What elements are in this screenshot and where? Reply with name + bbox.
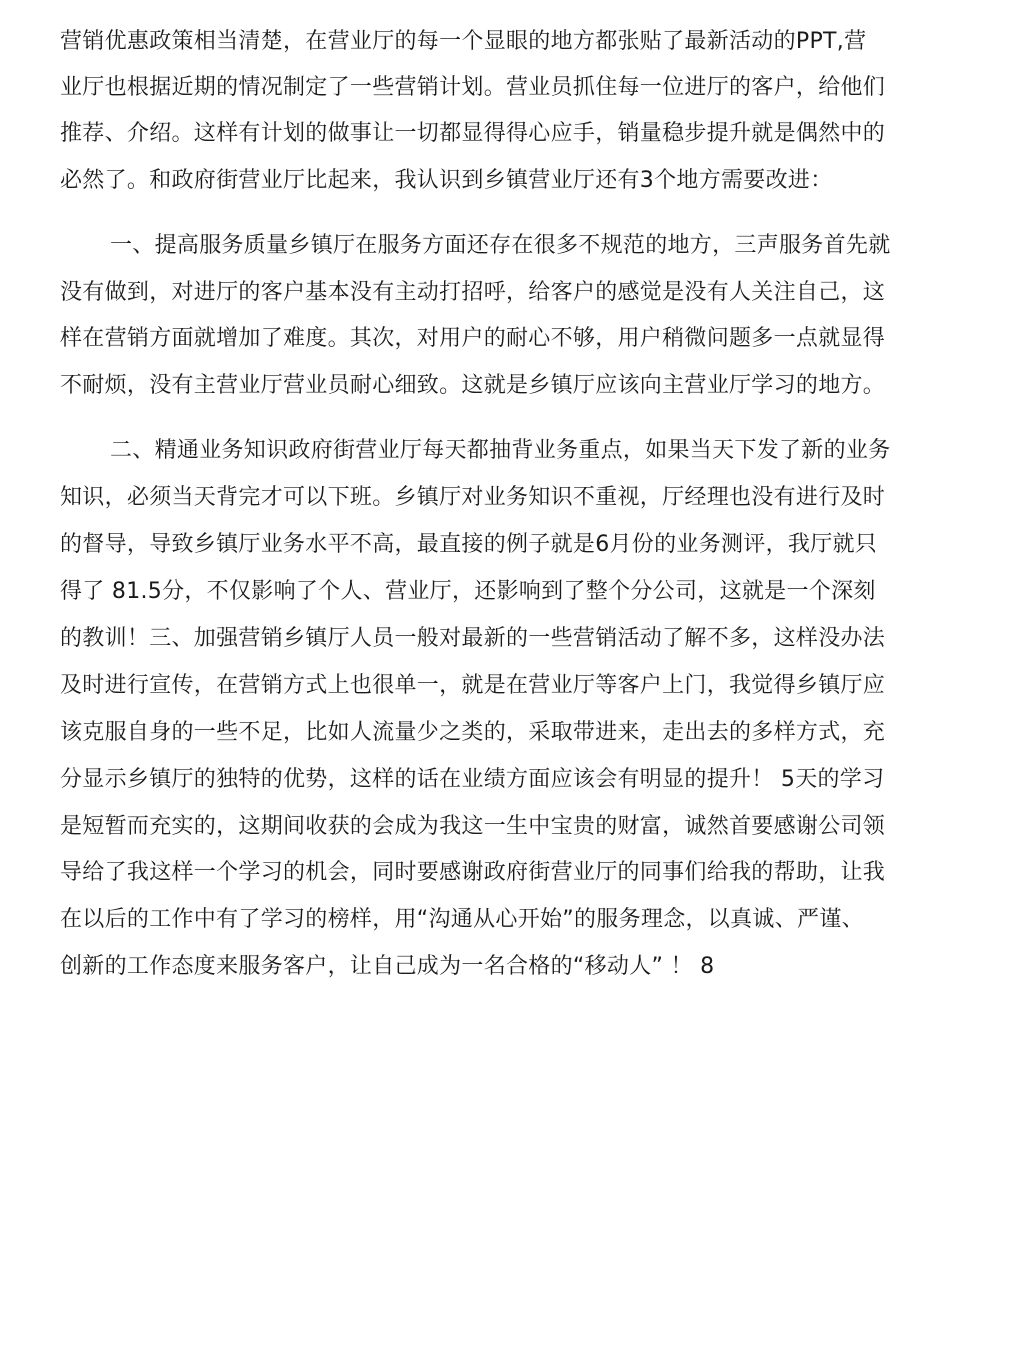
text-line-18: 导给了我这样一个学习的机会，同时要感谢政府街营业厅的同事们给我的帮助，让我 [60, 860, 886, 885]
text-line-13: 的教训！三、加强营销乡镇厅人员一般对最新的一些营销活动了解不多，这样没办法 [60, 626, 886, 651]
text-line-9: 二、精通业务知识政府街营业厅每天都抽背业务重点，如果当天下发了新的业务 [110, 438, 891, 463]
text-line-5: 一、提高服务质量乡镇厅在服务方面还存在很多不规范的地方，三声服务首先就 [110, 233, 891, 258]
text-line-11: 的督导，导致乡镇厅业务水平不高，最直接的例子就是6月份的业务测评，我厅就只 [60, 532, 878, 557]
text-line-7: 样在营销方面就增加了难度。其次，对用户的耐心不够，用户稍微问题多一点就显得 [60, 326, 886, 351]
text-line-6: 没有做到，对进厅的客户基本没有主动打招呼，给客户的感觉是没有人关注自己，这 [60, 280, 886, 305]
text-line-19: 在以后的工作中有了学习的榜样，用“沟通从心开始”的服务理念，以真诚、严谨、 [60, 907, 864, 932]
text-line-16: 分显示乡镇厅的独特的优势，这样的话在业绩方面应该会有明显的提升！ 5天的学习 [60, 767, 885, 792]
text-line-14: 及时进行宣传，在营销方式上也很单一，就是在营业厅等客户上门，我觉得乡镇厅应 [60, 673, 886, 698]
text-line-10: 知识，必须当天背完才可以下班。乡镇厅对业务知识不重视，厅经理也没有进行及时 [60, 485, 886, 510]
text-line-20: 创新的工作态度来服务客户，让自己成为一名合格的“移动人” ！ 8 [60, 954, 715, 979]
text-line-1: 营销优惠政策相当清楚，在营业厅的每一个显眼的地方都张贴了最新活动的PPT,营 [60, 29, 867, 54]
text-line-15: 该克服自身的一些不足，比如人流量少之类的，采取带进来，走出去的多样方式，充 [60, 720, 886, 745]
text-line-17: 是短暂而充实的，这期间收获的会成为我这一生中宝贵的财富，诚然首要感谢公司领 [60, 814, 886, 839]
text-line-12: 得了 81.5分，不仅影响了个人、营业厅，还影响到了整个分公司，这就是一个深刻 [60, 579, 876, 604]
text-line-3: 推荐、介绍。这样有计划的做事让一切都显得得心应手，销量稳步提升就是偶然中的 [60, 121, 886, 146]
text-line-4: 必然了。和政府街营业厅比起来，我认识到乡镇营业厅还有3个地方需要改进： [60, 168, 833, 193]
text-line-8: 不耐烦，没有主营业厅营业员耐心细致。这就是乡镇厅应该向主营业厅学习的地方。 [60, 373, 886, 398]
text-line-2: 业厅也根据近期的情况制定了一些营销计划。营业员抓住每一位进厅的客户，给他们 [60, 75, 886, 100]
